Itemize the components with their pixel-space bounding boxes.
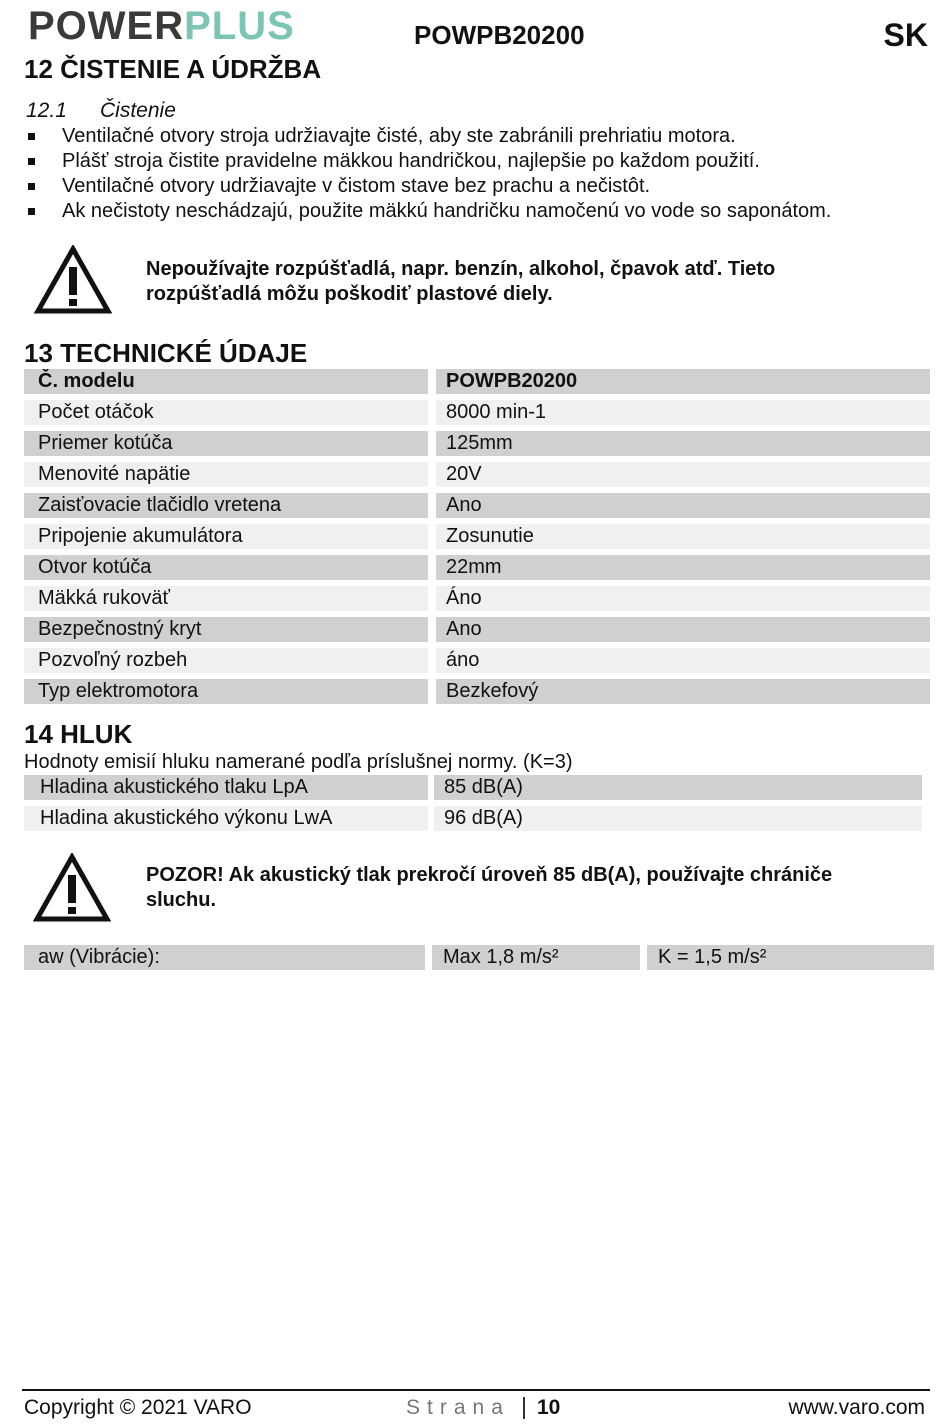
table-row <box>24 775 922 800</box>
table-cell-label: Otvor kotúča <box>24 555 428 580</box>
table-row <box>24 586 930 611</box>
table-cell-value: POWPB20200 <box>436 369 930 394</box>
table-cell-value: 85 dB(A) <box>434 775 922 800</box>
list-item: Ak nečistoty neschádzajú, použite mäkkú handričku namočenú vo vode so saponátom. <box>26 199 831 224</box>
table-row <box>24 617 930 642</box>
subsection-12-1-title: 12.1 Čistenie <box>26 99 176 122</box>
solvent-warning: Nepoužívajte rozpúšťadlá, napr. benzín, alkohol, čpavok atď. Tieto rozpúšťadlá môžu poškodiť plastové diely. <box>146 258 776 305</box>
cleaning-instructions-list <box>26 124 831 224</box>
technical-data-table <box>24 369 930 710</box>
vibration-max: Max 1,8 m/s² <box>432 945 640 970</box>
brand-logo: POWERPLUS <box>28 4 295 48</box>
table-row <box>24 648 930 673</box>
section-12-title: 12 ČISTENIE A ÚDRŽBA <box>24 54 322 84</box>
table-row <box>24 493 930 518</box>
table-cell-value: Zosunutie <box>436 524 930 549</box>
table-row <box>24 806 922 831</box>
table-cell-value: 20V <box>436 462 930 487</box>
table-cell-value: 8000 min-1 <box>436 400 930 425</box>
table-row <box>24 555 930 580</box>
noise-table <box>24 775 922 837</box>
warning-triangle-icon <box>33 853 111 923</box>
table-cell-label: Hladina akustického výkonu LwA <box>24 806 428 831</box>
table-cell-label: Priemer kotúča <box>24 431 428 456</box>
table-cell-label: Hladina akustického tlaku LpA <box>24 775 428 800</box>
table-cell-label: Typ elektromotora <box>24 679 428 704</box>
table-row <box>24 524 930 549</box>
warning-triangle-icon <box>34 245 112 315</box>
table-cell-value: Ano <box>436 617 930 642</box>
table-cell-value: Áno <box>436 586 930 611</box>
list-item: Plášť stroja čistite pravidelne mäkkou handričkou, najlepšie po každom použití. <box>26 149 831 174</box>
table-row <box>24 369 930 394</box>
table-cell-value: 125mm <box>436 431 930 456</box>
table-cell-label: Mäkká rukoväť <box>24 586 428 611</box>
hearing-protection-warning: POZOR! Ak akustický tlak prekročí úroveň 85 dB(A), používajte chrániče sluchu. <box>146 864 833 911</box>
table-row <box>24 431 930 456</box>
table-cell-label: Č. modelu <box>24 369 428 394</box>
footer-page-number: 10 <box>537 1396 561 1419</box>
table-cell-label: Bezpečnostný kryt <box>24 617 428 642</box>
vibration-label: aw (Vibrácie): <box>24 945 425 970</box>
vibration-row <box>24 945 934 970</box>
table-cell-value: Bezkefový <box>436 679 930 704</box>
table-cell-label: Počet otáčok <box>24 400 428 425</box>
noise-note: Hodnoty emisií hluku namerané podľa príslušnej normy. (K=3) <box>24 751 573 773</box>
table-cell-label: Pozvoľný rozbeh <box>24 648 428 673</box>
table-cell-value: 22mm <box>436 555 930 580</box>
table-row <box>24 400 930 425</box>
table-cell-label: Menovité napätie <box>24 462 428 487</box>
footer-page-label: Strana <box>406 1396 510 1419</box>
vibration-k: K = 1,5 m/s² <box>647 945 934 970</box>
footer-separator <box>523 1397 525 1419</box>
table-row <box>24 679 930 704</box>
table-row <box>24 462 930 487</box>
language-code: SK <box>883 17 928 53</box>
table-cell-value: áno <box>436 648 930 673</box>
table-cell-label: Pripojenie akumulátora <box>24 524 428 549</box>
table-cell-value: 96 dB(A) <box>434 806 922 831</box>
section-14-title: 14 HLUK <box>24 719 133 749</box>
table-cell-value: Ano <box>436 493 930 518</box>
table-cell-label: Zaisťovacie tlačidlo vretena <box>24 493 428 518</box>
header-model: POWPB20200 <box>414 20 585 50</box>
list-item: Ventilačné otvory stroja udržiavajte čisté, aby ste zabránili prehriatiu motora. <box>26 124 831 149</box>
footer-copyright: Copyright © 2021 VARO <box>24 1396 252 1419</box>
list-item: Ventilačné otvory udržiavajte v čistom stave bez prachu a nečistôt. <box>26 174 831 199</box>
footer-website: www.varo.com <box>788 1396 925 1419</box>
footer-divider <box>22 1389 930 1391</box>
section-13-title: 13 TECHNICKÉ ÚDAJE <box>24 338 308 368</box>
